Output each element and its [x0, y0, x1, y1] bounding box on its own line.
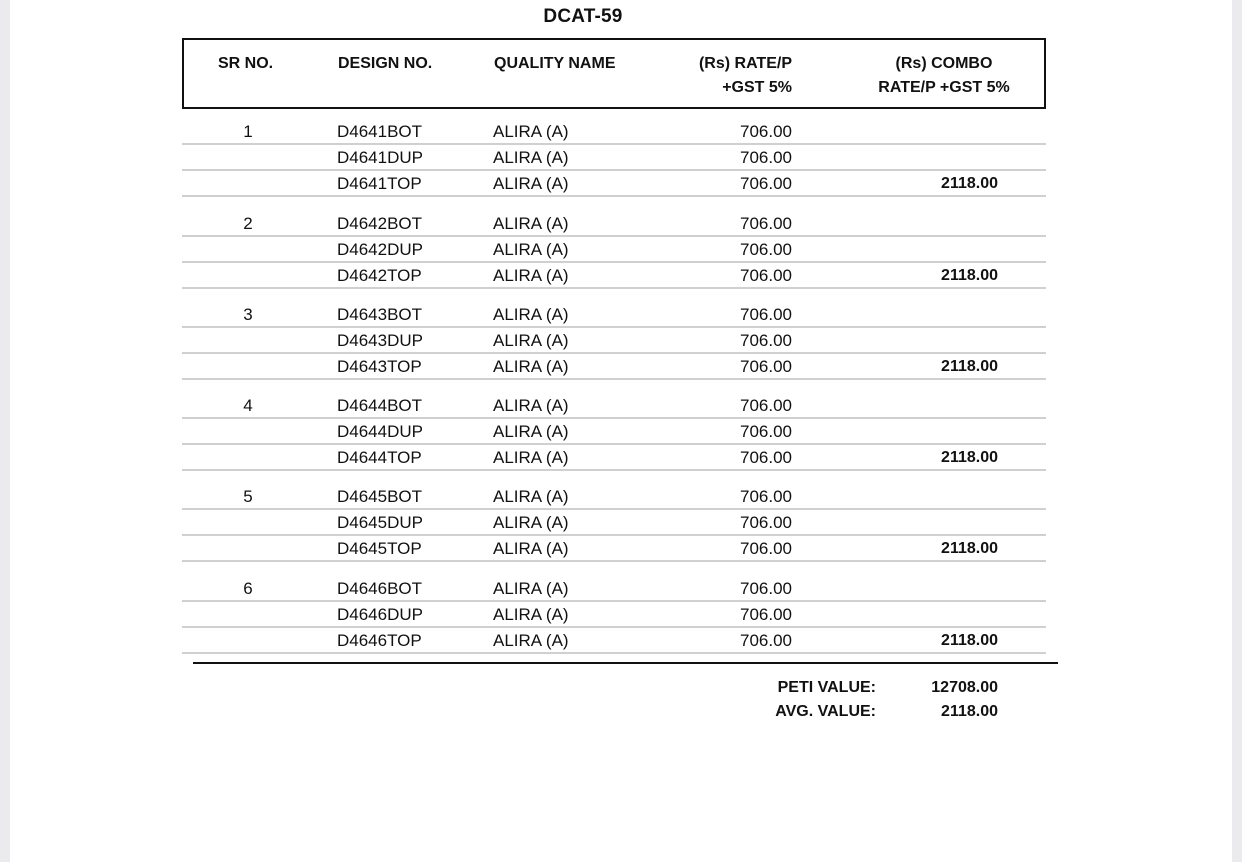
table-row: [182, 576, 1046, 602]
table-row: [182, 354, 1046, 380]
cell-combo-rate: 2118.00: [941, 632, 998, 649]
cell-design-no: D4644BOT: [337, 396, 423, 415]
cell-combo-rate: 2118.00: [941, 358, 998, 375]
table-row: [182, 302, 1046, 328]
cell-rate: 706.00: [740, 422, 792, 441]
cell-rate: 706.00: [740, 605, 792, 624]
cell-quality-name: ALIRA (A): [493, 422, 569, 441]
cell-quality-name: ALIRA (A): [493, 539, 569, 558]
cell-design-no: D4643TOP: [337, 357, 422, 376]
cell-quality-name: ALIRA (A): [493, 214, 569, 233]
header-combo-rate: [864, 52, 1024, 100]
table-row: [182, 536, 1046, 562]
cell-quality-name: ALIRA (A): [493, 331, 569, 350]
cell-design-no: D4641TOP: [337, 174, 422, 193]
table-row: [182, 119, 1046, 145]
table-row: [182, 445, 1046, 471]
document-title: DCAT-59: [543, 6, 623, 27]
cell-rate: 706.00: [740, 448, 792, 467]
cell-combo-rate: 2118.00: [941, 449, 998, 466]
cell-quality-name: ALIRA (A): [493, 631, 569, 650]
cell-design-no: D4642BOT: [337, 214, 423, 233]
table-row: [182, 211, 1046, 237]
cell-design-no: D4642TOP: [337, 266, 422, 285]
cell-sr-no: 5: [243, 487, 253, 506]
cell-rate: 706.00: [740, 396, 792, 415]
cell-design-no: D4641BOT: [337, 122, 423, 141]
table-row: [182, 419, 1046, 445]
cell-design-no: D4645TOP: [337, 539, 422, 558]
cell-sr-no: 4: [243, 396, 253, 415]
table-row: [182, 510, 1046, 536]
header-rate-line1: (Rs) RATE/P: [698, 55, 792, 72]
cell-sr-no: 3: [243, 305, 253, 324]
table-row: [182, 171, 1046, 197]
cell-sr-no: 1: [243, 122, 253, 141]
cell-design-no: D4646BOT: [337, 579, 423, 598]
cell-quality-name: ALIRA (A): [493, 448, 569, 467]
table-header: [182, 38, 1046, 109]
cell-combo-rate: 2118.00: [941, 540, 998, 557]
cell-design-no: D4645DUP: [337, 513, 423, 532]
table-row: [182, 602, 1046, 628]
cell-quality-name: ALIRA (A): [493, 122, 569, 141]
total-divider: [193, 662, 1058, 664]
cell-combo-rate: 2118.00: [941, 175, 998, 192]
cell-design-no: D4645BOT: [337, 487, 423, 506]
table-row: [182, 628, 1046, 654]
peti-value-label: PETI VALUE:: [777, 679, 876, 696]
table-row: [182, 328, 1046, 354]
cell-quality-name: ALIRA (A): [493, 487, 569, 506]
cell-rate: 706.00: [740, 305, 792, 324]
cell-quality-name: ALIRA (A): [493, 174, 569, 193]
cell-rate: 706.00: [740, 631, 792, 650]
cell-quality-name: ALIRA (A): [493, 240, 569, 259]
cell-quality-name: ALIRA (A): [493, 605, 569, 624]
cell-design-no: D4643BOT: [337, 305, 423, 324]
cell-rate: 706.00: [740, 357, 792, 376]
cell-rate: 706.00: [740, 174, 792, 193]
cell-rate: 706.00: [740, 148, 792, 167]
table-row: [182, 484, 1046, 510]
header-rate: [699, 52, 792, 100]
cell-design-no: D4646DUP: [337, 605, 423, 624]
cell-rate: 706.00: [740, 539, 792, 558]
cell-quality-name: ALIRA (A): [493, 357, 569, 376]
cell-design-no: D4642DUP: [337, 240, 423, 259]
header-sr-no: SR NO.: [218, 55, 274, 72]
header-quality-name: QUALITY NAME: [494, 55, 616, 72]
cell-design-no: D4643DUP: [337, 331, 423, 350]
avg-value-label: AVG. VALUE:: [775, 703, 876, 720]
table-row: [182, 263, 1046, 289]
cell-design-no: D4646TOP: [337, 631, 422, 650]
cell-quality-name: ALIRA (A): [493, 148, 569, 167]
header-rate-line2: +GST 5%: [722, 79, 792, 96]
cell-rate: 706.00: [740, 266, 792, 285]
cell-quality-name: ALIRA (A): [493, 396, 569, 415]
cell-rate: 706.00: [740, 122, 792, 141]
cell-rate: 706.00: [740, 214, 792, 233]
cell-quality-name: ALIRA (A): [493, 513, 569, 532]
peti-value: 12708.00: [931, 679, 998, 696]
header-design-no: DESIGN NO.: [338, 55, 433, 72]
avg-value: 2118.00: [941, 703, 998, 720]
header-combo-line2: RATE/P +GST 5%: [878, 79, 1010, 96]
cell-design-no: D4641DUP: [337, 148, 423, 167]
cell-rate: 706.00: [740, 331, 792, 350]
cell-quality-name: ALIRA (A): [493, 266, 569, 285]
cell-quality-name: ALIRA (A): [493, 579, 569, 598]
document-page: [10, 0, 1232, 862]
cell-combo-rate: 2118.00: [941, 267, 998, 284]
header-combo-line1: (Rs) COMBO: [895, 55, 993, 72]
table-row: [182, 237, 1046, 263]
cell-rate: 706.00: [740, 240, 792, 259]
cell-rate: 706.00: [740, 579, 792, 598]
cell-rate: 706.00: [740, 487, 792, 506]
cell-quality-name: ALIRA (A): [493, 305, 569, 324]
cell-design-no: D4644TOP: [337, 448, 422, 467]
cell-rate: 706.00: [740, 513, 792, 532]
cell-design-no: D4644DUP: [337, 422, 423, 441]
cell-sr-no: 6: [243, 579, 253, 598]
table-row: [182, 393, 1046, 419]
table-row: [182, 145, 1046, 171]
cell-sr-no: 2: [243, 214, 253, 233]
